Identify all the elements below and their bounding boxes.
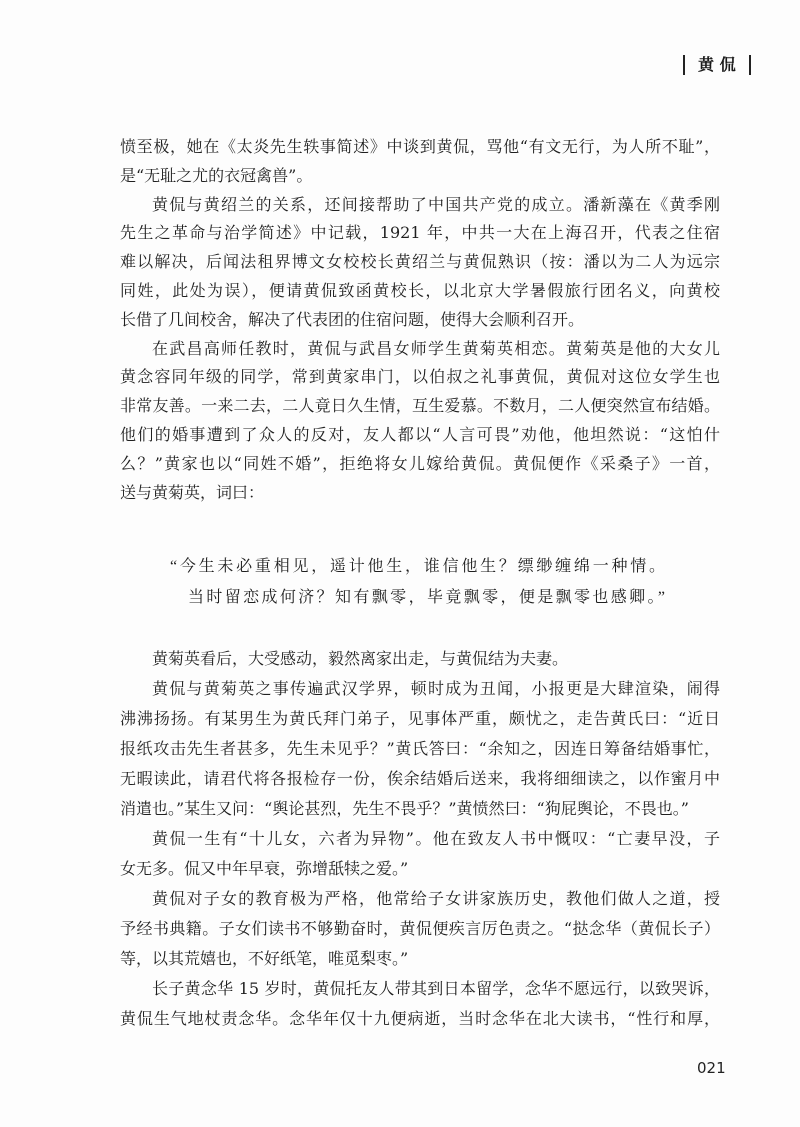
text-line: 长借了几间校舍，解决了代表团的住宿问题，使得大会顺利召开。: [120, 309, 585, 329]
paragraph: [120, 191, 720, 335]
paragraph: [120, 133, 720, 191]
poem-quote: [170, 551, 665, 613]
text-line: 是“无耻之尤的衣冠禽兽”。: [120, 165, 313, 185]
text-line: 黄菊英看后，大受感动，毅然离家出走，与黄侃结为夫妻。: [152, 649, 569, 668]
text-line: 黄念容同年级的同学，常到黄家串门，以伯叔之礼事黄侃，黄侃对这位女学生也: [120, 367, 720, 387]
text-line: 送与黄菊英，词曰：: [120, 482, 265, 502]
poem-line: 当时留恋成何济？知有飘零，毕竟飘零，便是飘零也感卿。”: [188, 589, 665, 606]
body-text-lower: [120, 644, 720, 1034]
text-line: 非常友善。一来二去，二人竟日久生情，互生爱慕。不数月，二人便突然宣布结婚。: [120, 396, 720, 416]
text-line: 长子黄念华 15 岁时，黄侃托友人带其到日本留学，念华不愿远行，以致哭诉，: [152, 979, 720, 998]
poem-line: “今生未必重相见，遥计他生，谁信他生？缥缈缠绵一种情。: [170, 558, 665, 575]
paragraph: [120, 974, 720, 1034]
text-line: 黄侃对子女的教育极为严格，他常给子女讲家族历史，教他们做人之道，授: [152, 889, 720, 908]
running-header: 黄 侃: [683, 55, 751, 75]
text-line: 先生之革命与治学简述》中记载，1921 年，中共一大在上海召开，代表之住宿: [120, 223, 720, 243]
text-line: 黄侃一生有“十儿女，六者为异物”。他在致友人书中慨叹：“亡妻早没，子: [152, 829, 720, 848]
paragraph: [120, 335, 720, 508]
text-line: 他们的婚事遭到了众人的反对，友人都以“人言可畏”劝他，他坦然说：“这怕什: [120, 424, 720, 444]
text-line: 难以解决，后闻法租界博文女校校长黄绍兰与黄侃熟识（按：潘以为二人为远宗: [120, 252, 720, 272]
paragraph: [120, 644, 720, 674]
text-line: 黄侃生气地杖责念华。念华年仅十九便病逝，当时念华在北大读书，“性行和厚，: [120, 1009, 720, 1028]
text-line: 黄侃与黄菊英之事传遍武汉学界，顿时成为丑闻，小报更是大肆渲染，闹得: [152, 679, 720, 698]
text-line: 消遣也。”某生又问：“舆论甚烈，先生不畏乎？”黄愤然曰：“狗屁舆论，不畏也。”: [120, 799, 689, 818]
text-line: 无暇读此，请君代将各报检存一份，俟余结婚后送来，我将细细读之，以作蜜月中: [120, 769, 720, 788]
text-line: 么？”黄家也以“同姓不婚”，拒绝将女儿嫁给黄侃。黄侃便作《采桑子》一首，: [120, 453, 720, 473]
paragraph: [120, 674, 720, 824]
paragraph: [120, 884, 720, 974]
page-number: 021: [697, 1059, 726, 1077]
text-line: 予经书典籍。子女们读书不够勤奋时，黄侃便疾言厉色责之。“挞念华（黄侃长子）: [120, 919, 720, 938]
text-line: 愤至极，她在《太炎先生轶事简述》中谈到黄侃，骂他“有文无行，为人所不耻”，: [120, 137, 720, 156]
text-line: 在武昌高师任教时，黄侃与武昌女师学生黄菊英相恋。黄菊英是他的大女儿: [152, 338, 720, 358]
body-text-upper: [120, 133, 720, 507]
text-line: 黄侃与黄绍兰的关系，还间接帮助了中国共产党的成立。潘新藻在《黄季刚: [152, 194, 720, 214]
text-line: 沸沸扬扬。有某男生为黄氏拜门弟子，见事体严重，颇忧之，走告黄氏曰：“近日: [120, 709, 720, 728]
text-line: 报纸攻击先生者甚多，先生未见乎？”黄氏答曰：“余知之，因连日筹备结婚事忙，: [120, 739, 720, 758]
paragraph: [120, 824, 720, 884]
text-line: 同姓，此处为误），便请黄侃致函黄校长，以北京大学暑假旅行团名义，向黄校: [120, 280, 720, 300]
text-line: 等，以其荒嬉也，不好纸笔，唯觅梨枣。”: [120, 949, 409, 968]
text-line: 女无多。侃又中年早衰，弥增舐犊之爱。”: [120, 859, 409, 878]
